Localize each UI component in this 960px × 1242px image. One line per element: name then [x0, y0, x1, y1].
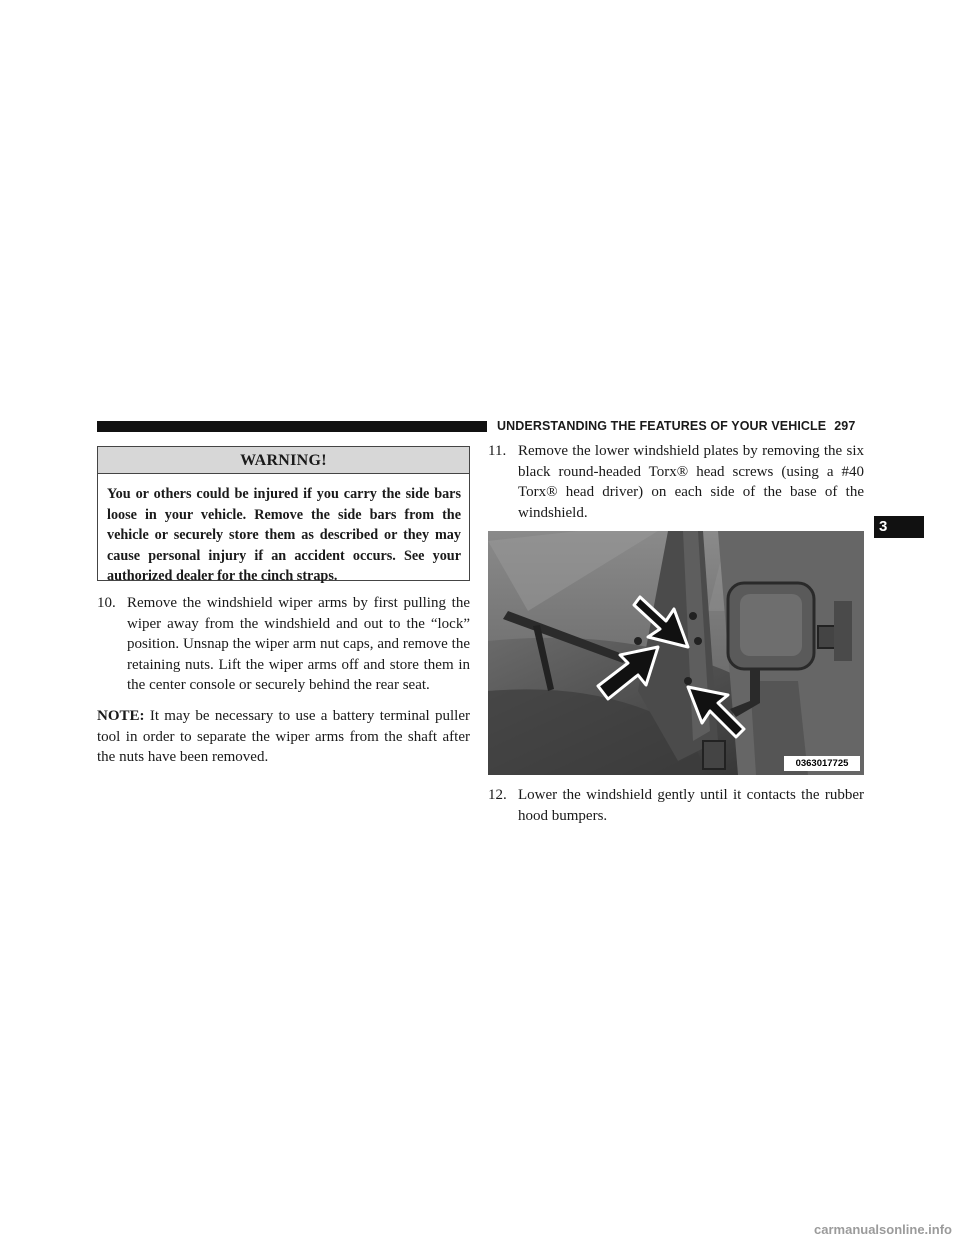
windshield-illustration: [488, 531, 864, 775]
step-10: [97, 593, 470, 696]
step-text: Remove the windshield wiper arms by first pulling the wiper away from the windshield and out to the “lock” position. Unsnap the wiper arm nut caps, and remove the retaining nuts. Lift the wiper arms off and store them in the center console or securely behind the rear seat.: [127, 595, 470, 694]
section-tab: 3: [874, 516, 924, 538]
page-number: 297: [834, 419, 856, 433]
step-11: [488, 441, 864, 523]
step-12: [488, 785, 864, 826]
step-number: 11.: [488, 443, 507, 459]
running-header: [497, 417, 877, 435]
warning-box: [97, 446, 470, 584]
warning-heading: WARNING!: [98, 447, 469, 474]
note-text: It may be necessary to use a battery terminal puller tool in order to separate the wiper arms from the shaft after the nuts have been removed.: [97, 707, 470, 766]
figure-code: 0363017725: [784, 756, 860, 771]
windshield-figure: [488, 531, 864, 775]
note-label: NOTE:: [97, 707, 145, 724]
step-text: Lower the windshield gently until it contacts the rubber hood bumpers.: [518, 787, 864, 824]
header-rule: [97, 421, 487, 432]
watermark: carmanualsonline.info: [814, 1222, 952, 1237]
step-number: 12.: [488, 787, 507, 804]
warning-text: You or others could be injured if you carry the side bars loose in your vehicle. Remove the side bars from the vehicle or securely store them as described or they may cause personal injury if an accident occurs. See your authorized dealer for the cinch straps.: [107, 486, 461, 584]
right-column: [488, 441, 864, 827]
left-column: [97, 593, 470, 768]
header-title: UNDERSTANDING THE FEATURES OF YOUR VEHICLE: [497, 419, 827, 433]
step-text: Remove the lower windshield plates by removing the six black round-headed Torx® head screws (using a #40 Torx® head driver) on each side of the base of the windshield.: [518, 443, 864, 521]
step-number: 10.: [97, 595, 116, 611]
note: [97, 706, 470, 768]
